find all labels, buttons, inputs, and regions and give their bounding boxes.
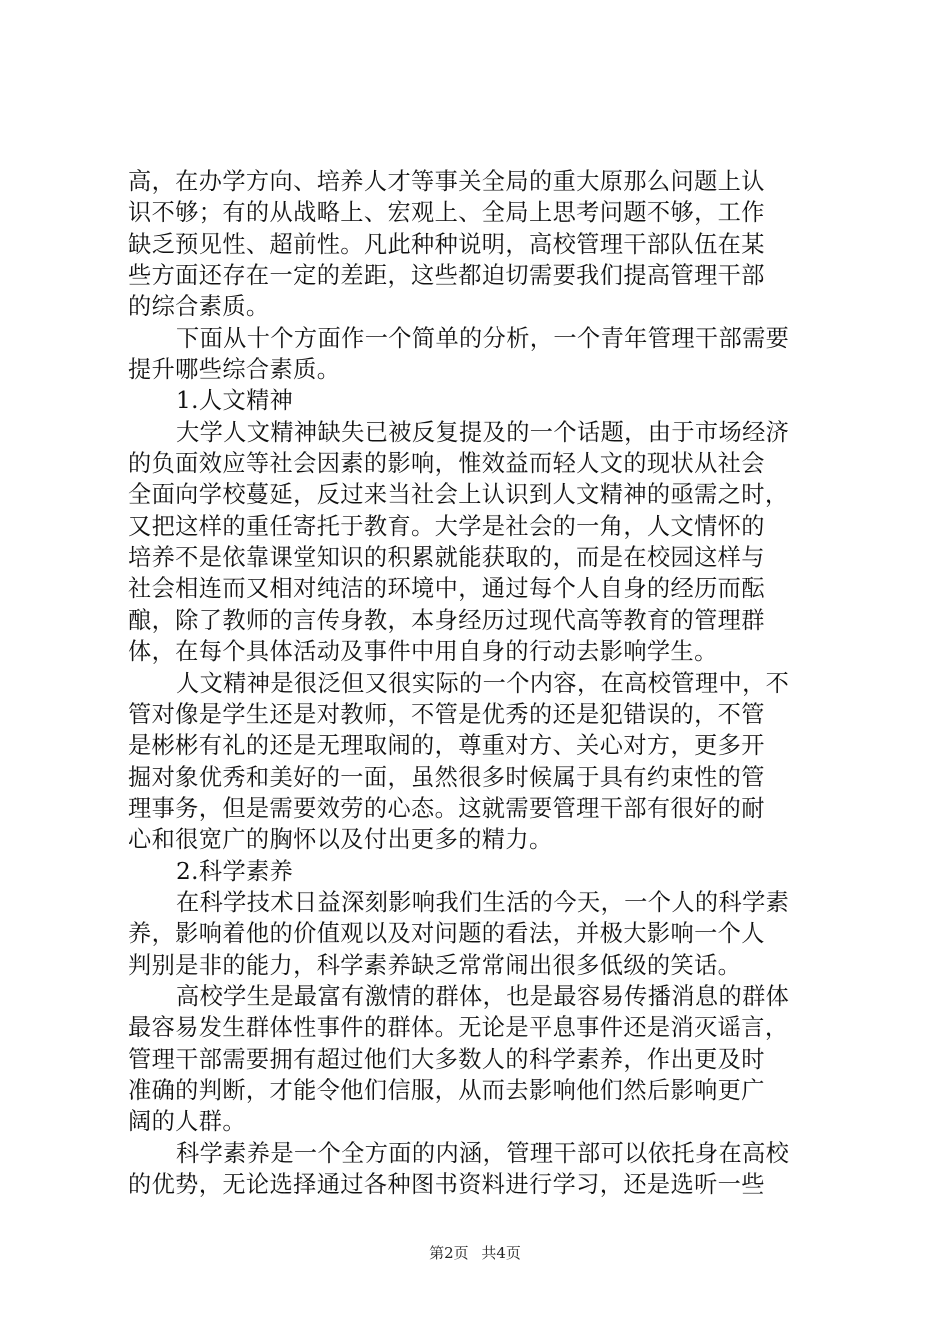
paragraph-start-line: 高校学生是最富有激情的群体，也是最容易传播消息的群体	[176, 982, 790, 1010]
paragraph-start-line: 大学人文精神缺失已被反复提及的一个话题，由于市场经济	[176, 418, 790, 446]
section-heading-humanities: 1.人文精神	[176, 387, 294, 415]
text-line: 管对像是学生还是对教师，不管是优秀的还是犯错误的，不管	[128, 700, 765, 728]
paragraph-start-line: 下面从十个方面作一个简单的分析，一个青年管理干部需要	[176, 324, 790, 352]
text-line: 全面向学校蔓延，反过来当社会上认识到人文精神的亟需之时，	[128, 481, 789, 509]
page-number: 第2页	[429, 1244, 469, 1262]
paragraph-start-line: 科学素养是一个全方面的内涵，管理干部可以依托身在高校	[176, 1139, 790, 1167]
text-line: 的综合素质。	[128, 293, 270, 321]
text-line: 的优势，无论选择通过各种图书资料进行学习，还是选听一些	[128, 1171, 765, 1198]
text-line: 体，在每个具体活动及事件中用自身的行动去影响学生。	[128, 638, 718, 666]
text-line: 判别是非的能力，科学素养缺乏常常闹出很多低级的笑话。	[128, 951, 742, 979]
text-line: 缺乏预见性、超前性。凡此种种说明，高校管理干部队伍在某	[128, 230, 765, 258]
text-line: 的负面效应等社会因素的影响，惟效益而轻人文的现状从社会	[128, 450, 765, 478]
text-line: 养，影响着他的价值观以及对问题的看法，并极大影响一个人	[128, 920, 765, 948]
paragraph-start-line: 人文精神是很泛但又很实际的一个内容，在高校管理中，不	[176, 669, 790, 697]
paragraph-start-line: 在科学技术日益深刻影响我们生活的今天，一个人的科学素	[176, 888, 790, 916]
text-line: 掘对象优秀和美好的一面，虽然很多时候属于具有约束性的管	[128, 763, 765, 791]
document-body	[128, 166, 836, 1200]
text-line: 阔的人群。	[128, 1108, 246, 1136]
text-line: 高，在办学方向、培养人才等事关全局的重大原那么问题上认	[128, 168, 765, 195]
page-footer	[0, 1242, 950, 1263]
text-line: 又把这样的重任寄托于教育。大学是社会的一角，人文情怀的	[128, 512, 765, 540]
text-line: 准确的判断，才能令他们信服，从而去影响他们然后影响更广	[128, 1076, 765, 1104]
text-line: 管理干部需要拥有超过他们大多数人的科学素养，作出更及时	[128, 1045, 765, 1073]
text-line: 提升哪些综合素质。	[128, 356, 341, 384]
text-line: 酿，除了教师的言传身教，本身经历过现代高等教育的管理群	[128, 606, 765, 634]
text-line: 心和很宽广的胸怀以及付出更多的精力。	[128, 826, 553, 854]
text-line: 社会相连而又相对纯洁的环境中，通过每个人自身的经历而酝	[128, 575, 765, 603]
text-line: 是彬彬有礼的还是无理取闹的，尊重对方、关心对方，更多开	[128, 732, 765, 760]
text-line: 识不够；有的从战略上、宏观上、全局上思考问题不够，工作	[128, 199, 765, 227]
text-line: 些方面还存在一定的差距，这些都迫切需要我们提高管理干部	[128, 262, 765, 290]
text-line: 培养不是依靠课堂知识的积累就能获取的，而是在校园这样与	[128, 544, 765, 572]
text-line: 最容易发生群体性事件的群体。无论是平息事件还是消灭谣言，	[128, 1014, 789, 1042]
page-total: 共4页	[481, 1244, 521, 1262]
text-line: 理事务，但是需要效劳的心态。这就需要管理干部有很好的耐	[128, 794, 765, 822]
section-heading-science: 2.科学素养	[176, 857, 294, 885]
